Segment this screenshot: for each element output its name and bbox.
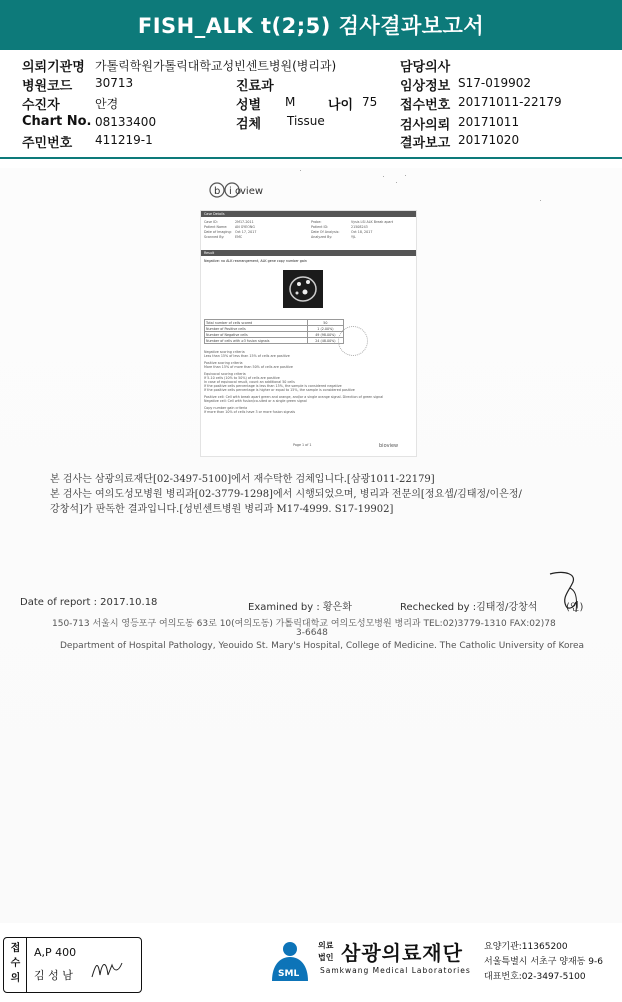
svg-text:o: o bbox=[235, 186, 242, 197]
criteria-line: Negative cell: Cell with fusion/co-sited or a single green signal bbox=[204, 399, 307, 403]
patient-label: 수진자 bbox=[22, 98, 60, 113]
lab-address-fax: 3-6648 bbox=[296, 628, 328, 638]
patient-name-value: AN GYEONG bbox=[235, 225, 255, 229]
stamp-signature bbox=[88, 955, 128, 985]
clinical-label: 임상정보 bbox=[400, 79, 451, 94]
fish-cell-image bbox=[283, 270, 323, 308]
reception-stamp-box bbox=[3, 937, 142, 993]
scanned-by-label: Scanned By: bbox=[204, 235, 225, 239]
org-address: 서울특별시 서초구 양재동 9-6 bbox=[484, 957, 603, 967]
analyzed-by-value: YJL bbox=[351, 235, 356, 239]
bioview-logo bbox=[208, 180, 268, 202]
institution-value: 가톨릭학원가톨릭대학교성빈센트병원(병리과) bbox=[95, 59, 337, 73]
case-details-heading: Case Details bbox=[204, 212, 225, 216]
note-line-3: 강창석]가 판독한 결과입니다.[성빈센트병원 병리과 M17-4999. S17-19902] bbox=[50, 504, 394, 515]
table-row: Number of Positive cells 1 (2.00%) bbox=[205, 326, 344, 332]
case-details-bar bbox=[201, 211, 416, 217]
chart-label: Chart No. bbox=[22, 114, 92, 129]
case-id-value: 2M17-2011 bbox=[235, 220, 254, 224]
criteria-line: More than 15% of more than 50% of cells are positive bbox=[204, 365, 293, 369]
specimen-value: Tissue bbox=[287, 114, 325, 128]
table-row: Number of Negative cells 49 (98.00%) bbox=[205, 332, 344, 338]
date-imaging-label: Date of Imaging: bbox=[204, 230, 232, 234]
criteria-line: Less than 15% of less than 15% of cells are positive bbox=[204, 354, 290, 358]
stamp-ap: A,P 400 bbox=[34, 946, 77, 959]
rrn-value: 411219-1 bbox=[95, 133, 153, 147]
request-value: 20171011 bbox=[458, 115, 520, 129]
dept-label: 진료과 bbox=[236, 79, 274, 94]
age-value: 75 bbox=[362, 95, 378, 109]
chart-value: 08133400 bbox=[95, 115, 157, 129]
criteria-line: Positive scoring criteria bbox=[204, 361, 243, 365]
org-name: 삼광의료재단 bbox=[341, 941, 463, 965]
report-date: Date of report : 2017.10.18 bbox=[20, 597, 158, 608]
sex-label: 성별 bbox=[236, 98, 262, 113]
patient-value: 안경 bbox=[95, 97, 119, 111]
table-row: Number of cells with ≥3 fusion signals 24 (48.00%) bbox=[205, 338, 344, 344]
result-text: Negative: no ALK rearrangement, ALK gene copy number gain bbox=[204, 259, 307, 263]
criteria-line: Equivocal scoring criteria bbox=[204, 372, 246, 376]
info-divider bbox=[0, 157, 622, 159]
lab-address: 150-713 서울시 영등포구 여의도동 63로 10(여의도동) 가톨릭대학교 여의도성모병원 병리과 TEL:02)3779-1310 FAX:02)78 bbox=[52, 619, 556, 629]
note-line-1: 본 검사는 삼광의료재단[02-3497-5100]에서 재수탁한 검체입니다.[삼광1011-22179] bbox=[50, 474, 435, 485]
patient-id-label: Patient ID: bbox=[311, 225, 329, 229]
request-label: 검사의뢰 bbox=[400, 118, 451, 133]
stamp-label: 접 수 의 bbox=[10, 943, 21, 984]
signature-mark bbox=[540, 568, 590, 618]
date-analysis-label: Date Of Analysis: bbox=[311, 230, 340, 234]
report-header bbox=[0, 0, 622, 50]
criteria-line: In case of equivocal result, count an additional 50 cells bbox=[204, 380, 295, 384]
department-line: Department of Hospital Pathology, Yeouido St. Mary's Hospital, College of Medicine. The Catholic University of Korea bbox=[60, 641, 585, 651]
result-bar bbox=[201, 250, 416, 256]
code-value: 30713 bbox=[95, 76, 134, 90]
org-phone: 대표번호:02-3497-5100 bbox=[484, 972, 586, 982]
doctor-label: 담당의사 bbox=[400, 60, 451, 75]
scanned-by-value: EMC bbox=[235, 235, 243, 239]
rrn-label: 주민번호 bbox=[22, 136, 73, 151]
result-heading: Result bbox=[204, 251, 215, 255]
report-label: 결과보고 bbox=[400, 136, 451, 151]
probe-label: Probe: bbox=[311, 220, 322, 224]
corp-type: 의료 법인 bbox=[318, 941, 334, 962]
receipt-value: 20171011-22179 bbox=[458, 95, 562, 109]
table-row: Total number of cells scored 50 bbox=[205, 320, 344, 326]
small-bioview-logo: biοview bbox=[379, 443, 399, 449]
svg-text:i: i bbox=[229, 186, 232, 197]
criteria-line: Negative scoring criteria bbox=[204, 350, 245, 354]
svg-text:view: view bbox=[240, 186, 264, 197]
date-imaging-value: Oct 17, 2017 bbox=[235, 230, 257, 234]
clinical-value: S17-019902 bbox=[458, 76, 532, 90]
patient-name-label: Patient Name: bbox=[204, 225, 228, 229]
probe-value: Vysis LSI ALK Break apart bbox=[351, 220, 394, 224]
criteria-line: If more than 10% of cells have 3 or more fusion signals bbox=[204, 410, 296, 414]
report-title: FISH_ALK t(2;5) 검사결과보고서 bbox=[137, 14, 485, 38]
code-label: 병원코드 bbox=[22, 79, 73, 94]
org-english: Samkwang Medical Laboratories bbox=[320, 966, 471, 975]
sml-logo-icon bbox=[268, 939, 318, 981]
criteria-line: If the positive cells percentage is less than 15%, the sample is considered negative bbox=[204, 384, 342, 388]
date-analysis-value: Oct 18, 2017 bbox=[351, 230, 373, 234]
page-indicator: Page 1 of 1 bbox=[293, 443, 312, 447]
case-id-label: Case ID: bbox=[204, 220, 218, 224]
patient-id-value: 21508243 bbox=[351, 225, 368, 229]
report-value: 20171020 bbox=[458, 133, 520, 147]
cell-count-table bbox=[204, 319, 344, 344]
criteria-line: Copy number gain criteria bbox=[204, 406, 248, 410]
criteria-line: If the positive cells percentage is higher or equal to 15%, the sample is considered positive bbox=[204, 388, 355, 392]
svg-text:b: b bbox=[214, 186, 221, 197]
specimen-label: 검체 bbox=[236, 117, 262, 132]
age-label: 나이 bbox=[328, 98, 354, 113]
criteria-line: Positive cell: Cell with break apart green and orange, and/or a single orange signal. Direction of green signal bbox=[204, 395, 384, 399]
faint-stamp bbox=[338, 326, 368, 356]
institution-label: 의뢰기관명 bbox=[22, 60, 85, 75]
sex-value: M bbox=[285, 95, 296, 109]
svg-text:SML: SML bbox=[278, 969, 300, 979]
examined-by: Examined by : 황은화 bbox=[248, 602, 352, 613]
stamp-name: 김 성 남 bbox=[34, 969, 73, 982]
fish-report-image bbox=[200, 210, 417, 457]
criteria-line: If 5-10 cells (10% to 50%) of cells are positive bbox=[204, 376, 280, 380]
receipt-label: 접수번호 bbox=[400, 98, 451, 113]
care-number: 요양기관:11365200 bbox=[484, 942, 568, 952]
seal-mark: (인) bbox=[566, 602, 584, 613]
note-line-2: 본 검사는 여의도성모병원 병리과[02-3779-1298]에서 시행되었으며, 병리과 전문의[정요셉/김태정/이은정/ bbox=[50, 489, 522, 500]
rechecked-by: Rechecked by :김태정/강창석 bbox=[400, 602, 538, 613]
analyzed-by-label: Analyzed By: bbox=[311, 235, 333, 239]
